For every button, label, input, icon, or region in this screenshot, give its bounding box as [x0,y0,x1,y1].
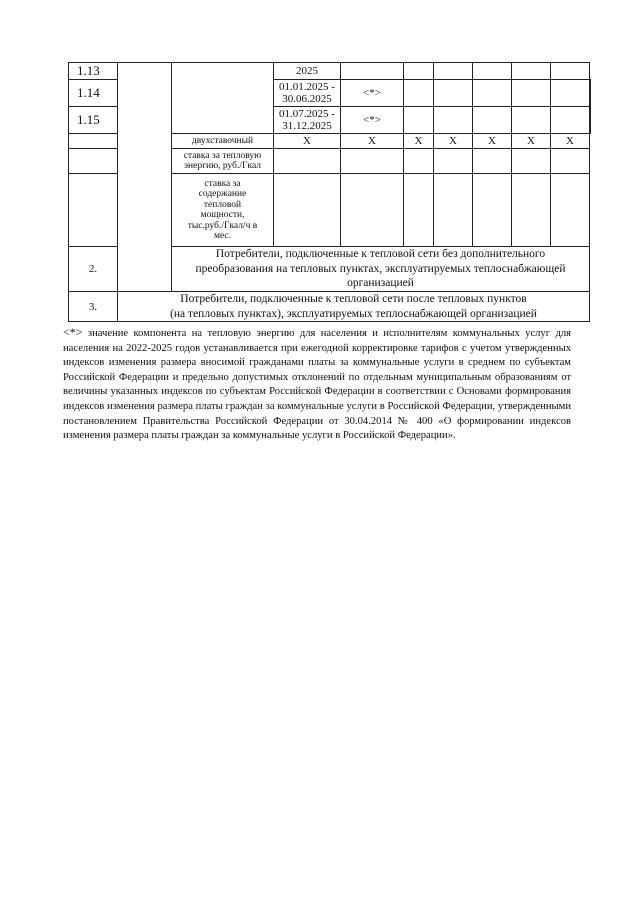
value-cell [473,80,512,107]
value-cell [590,80,591,107]
value-cell [551,107,590,134]
value-cell [473,149,512,174]
value-cell [473,174,512,247]
rate-capacity-line: ставка за [204,178,241,189]
rate-capacity-label [172,174,274,247]
rate-energy-label [172,149,274,174]
value-cell [404,174,434,247]
value-cell [512,107,551,134]
period-cell [274,107,341,134]
value-cell [404,149,434,174]
row-number: 1.15 [69,107,118,134]
value-cell [434,80,473,107]
value-cell [434,63,473,80]
footnote-mark: <*> [341,80,404,107]
period-cell: 2025 [274,63,341,80]
x-cell: Х [274,134,341,149]
rate-energy-line: ставка за тепловую [183,150,262,161]
x-cell: Х [434,134,473,149]
section-title-line: (на тепловых пунктах), эксплуатируемых теплоснабжающей организацией [170,307,537,320]
value-cell [512,174,551,247]
rate-capacity-line: мощности, [200,210,245,220]
value-cell [274,149,341,174]
value-cell [434,149,473,174]
section-title-line: Потребители, подключенные к тепловой сети после тепловых пунктов [180,293,527,305]
period-end: 30.06.2025 [282,93,332,105]
section-row [69,292,591,322]
rate-capacity-line: тепловой [203,199,242,210]
value-cell [404,63,434,80]
value-cell [434,107,473,134]
footnote-symbol: <*> [63,325,83,339]
tariff-table [68,62,591,322]
value-cell [341,149,404,174]
section-number: 3. [69,292,118,322]
empty-cell [172,63,274,134]
empty-cell [69,134,118,149]
empty-cell [69,149,118,174]
value-cell [551,63,590,80]
period-end: 31.12.2025 [282,120,332,132]
value-cell [341,63,404,80]
value-cell [551,149,590,174]
value-cell [590,107,591,134]
value-cell [512,149,551,174]
value-cell [473,63,512,80]
row-number: 1.13 [69,63,118,80]
empty-cell [69,174,118,247]
period-start: 01.01.2025 - [279,81,335,93]
value-cell [404,107,434,134]
empty-cell [118,63,172,292]
section-title-line: Потребители, подключенные к тепловой сети без дополнительного [215,248,546,261]
section-title [118,292,590,322]
period-start: 01.07.2025 - [279,108,335,120]
value-cell [274,174,341,247]
x-cell: Х [512,134,551,149]
rate-energy-line: энергию, руб./Гкал [183,161,262,171]
rate-capacity-line: содержание [198,189,247,199]
x-cell: Х [473,134,512,149]
table-row [69,63,591,80]
value-cell [341,174,404,247]
rate-capacity-line: тыс.руб./Гкал/ч в [187,220,258,231]
value-cell [512,80,551,107]
two-rate-label: двухставочный [172,134,274,149]
footnote [63,325,571,444]
footnote-text: значение компонента на тепловую энергию для населения и исполнителям коммунальных услуг для населения на 2022-2025 годов устанавливается при ежегодной корректировке тарифов с учетом утвержденных индексов изменения размера вносимой гражданами платы за коммунальные услуги в среднем по субъектам Российской Федерации и предельно допустимых отклонений по отдельным муниципальным образованиям от величины указанных индексов по субъектам Российской Федерации в соответствии с Основами формирования индексов изменения размера платы граждан за коммунальные услуги в Российской Федерации, утвержденными постановлением Правительства Российской Федерации от 30.04.2014 № 400 «О формировании индексов изменения размера платы граждан за коммунальные услуги в Российской Федерации». [63,328,571,442]
section-title-line: организацией [347,277,414,290]
value-cell [434,174,473,247]
value-cell [404,80,434,107]
x-cell: Х [341,134,404,149]
section-title-line: преобразования на тепловых пунктах, эксплуатируемых теплоснабжающей [195,262,566,275]
value-cell [473,107,512,134]
row-number: 1.14 [69,80,118,107]
rate-capacity-line: мес. [213,231,232,241]
period-cell [274,80,341,107]
footnote-mark: <*> [341,107,404,134]
x-cell: Х [404,134,434,149]
value-cell [551,174,590,247]
value-cell [512,63,551,80]
x-cell: Х [551,134,590,149]
section-number: 2. [69,247,118,292]
value-cell [551,80,590,107]
section-title [172,247,590,292]
